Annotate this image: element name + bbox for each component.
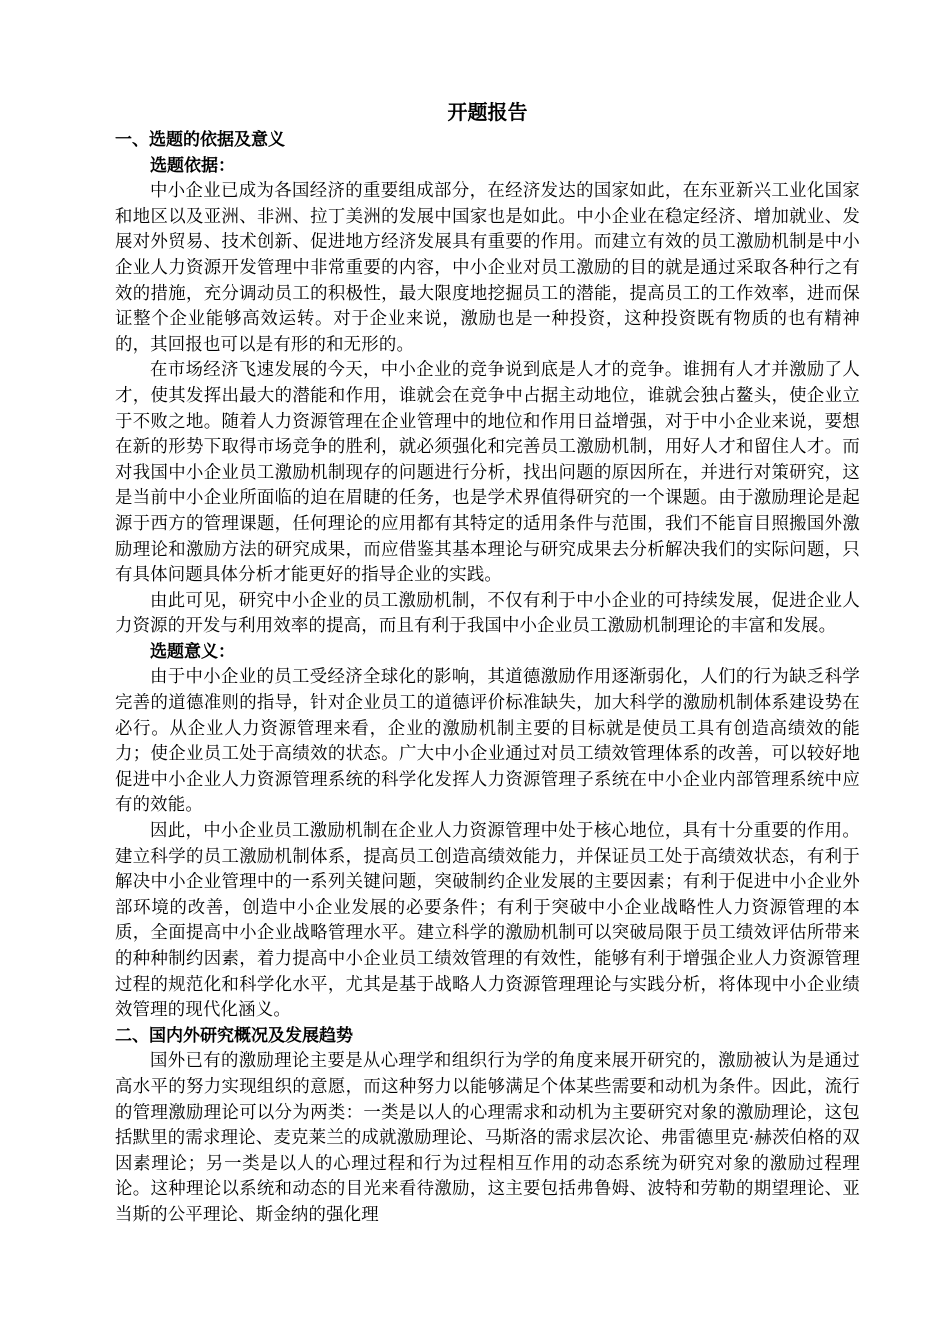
section-heading-research-overview: 二、国内外研究概况及发展趋势 (115, 1025, 353, 1046)
document-title: 开题报告 (447, 100, 528, 124)
document-page (115, 96, 860, 1229)
paragraph: 由此可见，研究中小企业的员工激励机制，不仅有利于中小企业的可持续发展，促进企业人力资源的开发与利用效率的提高，而且有利于我国中小企业员工激励机制理论的丰富和发展。 (115, 590, 860, 637)
paragraph: 中小企业已成为各国经济的重要组成部分，在经济发达的国家如此，在东亚新兴工业化国家和地区以及亚洲、非洲、拉丁美洲的发展中国家也是如此。中小企业在稳定经济、增加就业、发展对外贸易、技术创新、促进地方经济发展具有重要的作用。而建立有效的员工激励机制是中小企业人力资源开发管理中非常重要的内容，中小企业对员工激励的目的就是通过采取各种行之有效的措施，充分调动员工的积极性，最大限度地挖掘员工的潜能，提高员工的工作效率，进而保证整个企业能够高效运转。对于企业来说，激励也是一种投资，这种投资既有物质的也有精神的，其回报也可以是有形的和无形的。 (115, 181, 860, 355)
subheading-significance: 选题意义： (150, 641, 235, 662)
paragraph: 因此，中小企业员工激励机制在企业人力资源管理中处于核心地位，具有十分重要的作用。建立科学的员工激励机制体系，提高员工创造高绩效能力，并保证员工处于高绩效状态，有利于解决中小企业管理中的一系列关键问题，突破制约企业发展的主要因素；有利于促进中小企业外部环境的改善，创造中小企业发展的必要条件；有利于突破中小企业战略性人力资源管理的本质，全面提高中小企业战略管理水平。建立科学的激励机制可以突破局限于员工绩效评估所带来的种种制约因素，着力提高中小企业员工绩效管理的有效性，能够有利于增强企业人力资源管理过程的规范化和科学化水平，尤其是基于战略人力资源管理理论与实践分析，将体现中小企业绩效管理的现代化涵义。 (115, 821, 860, 1021)
paragraph: 由于中小企业的员工受经济全球化的影响，其道德激励作用逐渐弱化，人们的行为缺乏科学完善的道德准则的指导，针对企业员工的道德评价标准缺失，加大科学的激励机制体系建设势在必行。从企业人力资源管理来看，企业的激励机制主要的目标就是使员工具有创造高绩效的能力；使企业员工处于高绩效的状态。广大中小企业通过对员工绩效管理体系的改善，可以较好地促进中小企业人力资源管理系统的科学化发挥人力资源管理子系统在中小企业内部管理系统中应有的效能。 (115, 667, 860, 816)
paragraph: 在市场经济飞速发展的今天，中小企业的竞争说到底是人才的竞争。谁拥有人才并激励了人才，使其发挥出最大的潜能和作用，谁就会在竞争中占据主动地位，谁就会独占鳌头，使企业立于不败之地。随着人力资源管理在企业管理中的地位和作用日益增强，对于中小企业来说，要想在新的形势下取得市场竞争的胜利，就必须强化和完善员工激励机制，用好人才和留住人才。而对我国中小企业员工激励机制现存的问题进行分析，找出问题的原因所在，并进行对策研究，这是当前中小企业所面临的迫在眉睫的任务，也是学术界值得研究的一个课题。由于激励理论是起源于西方的管理课题，任何理论的应用都有其特定的适用条件与范围，我们不能盲目照搬国外激励理论和激励方法的研究成果，而应借鉴其基本理论与研究成果去分析解决我们的实际问题，只有具体问题具体分析才能更好的指导企业的实践。 (115, 360, 860, 586)
section-heading-basis-significance: 一、选题的依据及意义 (115, 130, 285, 150)
subheading-basis: 选题依据： (150, 155, 235, 176)
paragraph: 国外已有的激励理论主要是从心理学和组织行为学的角度来展开研究的，激励被认为是通过高水平的努力实现组织的意愿，而这种努力以能够满足个体某些需要和动机为条件。因此，流行的管理激励理论可以分为两类：一类是以人的心理需求和动机为主要研究对象的激励理论，这包括默里的需求理论、麦克莱兰的成就激励理论、马斯洛的需求层次论、弗雷德里克·赫茨伯格的双因素理论；另一类是以人的心理过程和行为过程相互作用的动态系统为研究对象的激励过程理论。这种理论以系统和动态的目光来看待激励，这主要包括弗鲁姆、波特和劳勒的期望理论、亚当斯的公平理论、斯金纳的强化理 (115, 1051, 860, 1225)
